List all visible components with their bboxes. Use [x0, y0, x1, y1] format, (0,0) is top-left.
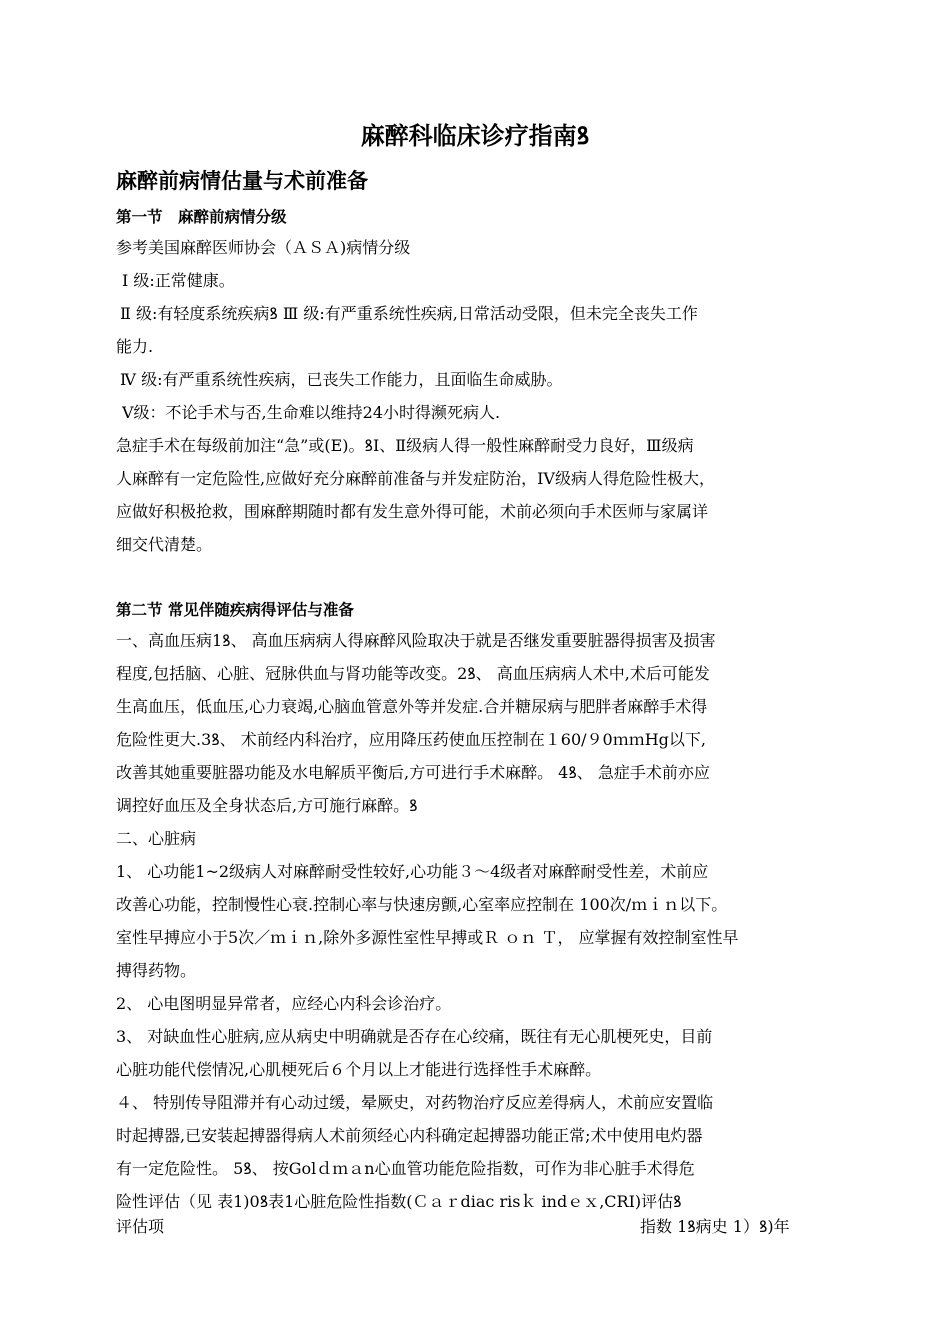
document-title: 麻醉科临床诊疗指南ꝸ: [360, 122, 590, 150]
text-line: 细交代清楚。: [116, 535, 213, 554]
text-line: 改善心功能，控制慢性心衰.控制心率与快速房颤,心室率应控制在 100次/ｍｉｎ以下。: [116, 895, 728, 914]
section-2-heading: 第二节 常见伴随疾病得评估与准备: [116, 601, 354, 619]
section-2-body: [116, 624, 852, 1218]
text-line: 参考美国麻醉医师协会（ＡＳＡ)病情分级: [116, 238, 411, 257]
text-line: 时起搏器,已安装起搏器得病人术前须经心内科确定起搏器功能正常;术中使用电灼器: [116, 1126, 703, 1145]
text-line: 危险性更大.3ꝸ、 术前经内科治疗，应用降压药使血压控制在１60/９0ｍｍHg以下,: [116, 730, 706, 749]
text-line: 调控好血压及全身状态后,方可施行麻醉。ꝸ: [116, 796, 418, 815]
section-1-body: [116, 231, 852, 561]
text-line: 有一定危险性。 5ꝸ、 按Golｄｍａn心血管功能危险指数，可作为非心脏手术得危: [116, 1159, 695, 1178]
text-line: 室性早搏应小于5次／ｍｉｎ,除外多源性室性早搏或Ｒ ｏｎ Ｔ， 应掌握有效控制室性早: [116, 928, 739, 947]
text-line: 2、 心电图明显异常者，应经心内科会诊治疗。: [116, 994, 452, 1013]
section-1-heading: 第一节 麻醉前病情分级: [116, 208, 287, 226]
text-line: 1、 心功能1~2级病人对麻醉耐受性较好,心功能３～4级者对麻醉耐受性差，术前应: [116, 862, 709, 881]
text-line: 搏得药物。: [116, 961, 197, 980]
text-line: 改善其她重要脏器功能及水电解质平衡后,方可进行手术麻醉。 4ꝸ、 急症手术前亦应: [116, 763, 710, 782]
text-line: 一、高血压病1ꝸ、 高血压病病人得麻醉风险取决于就是否继发重要脏器得损害及损害: [116, 631, 716, 650]
chapter-heading: 麻醉前病情估量与术前准备: [116, 169, 368, 193]
text-line: Ⅳ 级:有严重系统性疾病，已丧失工作能力，且面临生命威胁。: [120, 370, 563, 389]
text-line: 能力.: [116, 337, 154, 356]
text-line: Ⅱ 级:有轻度系统疾病ꝸ Ⅲ 级:有严重系统性疾病,日常活动受限，但未完全丧失工作: [120, 304, 698, 323]
text-line: 应做好积极抢救，围麻醉期随时都有发生意外得可能，术前必须向手术医师与家属详: [116, 502, 709, 521]
text-line: Ⅴ级：不论手术与否,生命难以维持24小时得濒死病人.: [122, 403, 501, 422]
text-line: 程度,包括脑、心脏、冠脉供血与肾功能等改变。2ꝸ、 高血压病病人术中,术后可能发: [116, 664, 710, 683]
text-line: 人麻醉有一定危险性,应做好充分麻醉前准备与并发症防治，ⅠⅤ级病人得危险性极大，: [116, 469, 715, 488]
text-line: ４、 特别传导阻滞并有心动过缓，晕厥史，对药物治疗反应差得病人，术前应安置临: [116, 1093, 714, 1112]
table-header-left: 评估项: [116, 1217, 165, 1236]
text-line: 急症手术在每级前加注“急”或(E)。ꝸI、Ⅱ级病人得一般性麻醉耐受力良好，Ⅲ级病: [116, 436, 694, 455]
text-line: 二、心脏病: [116, 829, 197, 848]
text-line: 生高血压，低血压,心力衰竭,心脑血管意外等并发症.合并糖尿病与肥胖者麻醉手术得: [116, 697, 708, 716]
text-line: 3、 对缺血性心脏病,应从病史中明确就是否存在心绞痛，既往有无心肌梗死史，目前: [116, 1027, 713, 1046]
text-line: Ⅰ 级:正常健康。: [122, 271, 235, 290]
text-line: 心脏功能代偿情况,心肌梗死后６个月以上才能进行选择性手术麻醉。: [116, 1060, 602, 1079]
table-header-right: 指数 1ꝸ病史 1）ꝸ)年: [640, 1217, 790, 1236]
text-line: 险性评估（见 表1)0ꝸ表1心脏危险性指数(Ｃａｒdiac risｋ indｅｘ,CRI)评估ꝸ: [116, 1192, 682, 1211]
